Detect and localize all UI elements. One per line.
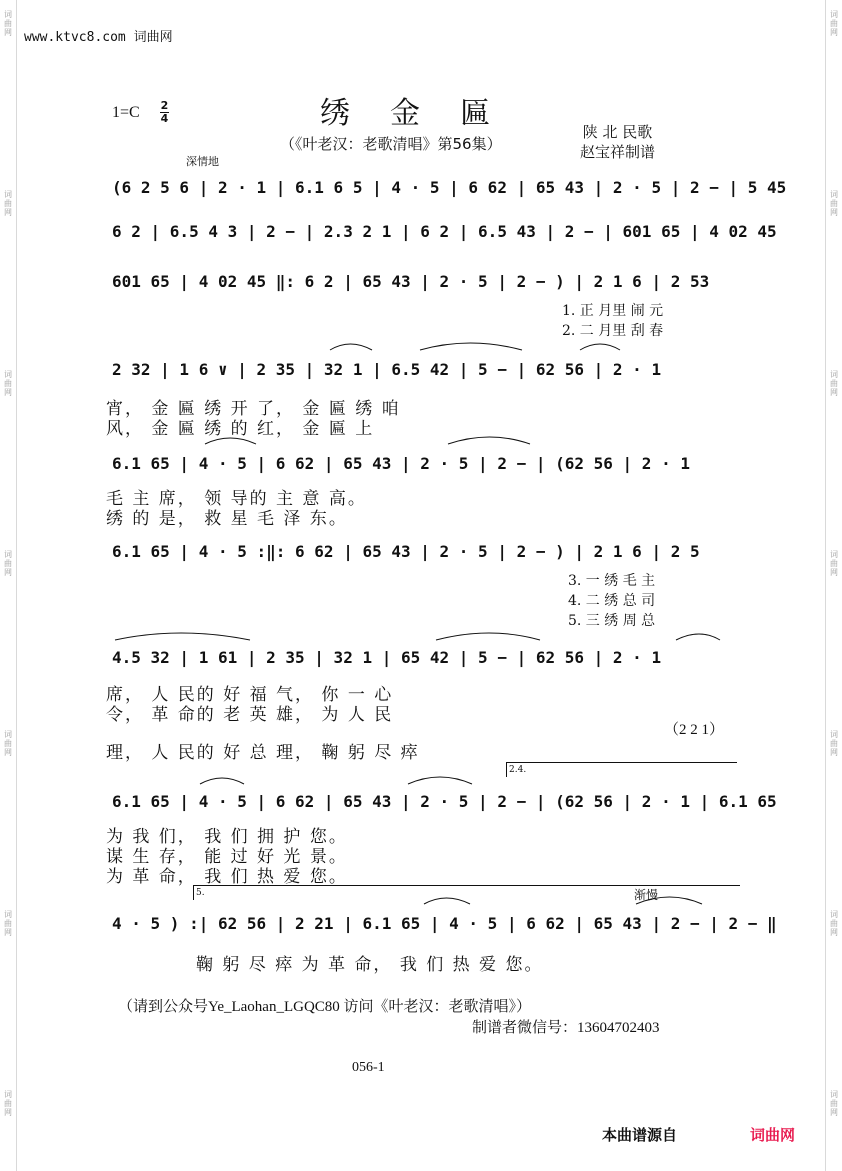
slur [330,344,372,350]
song-subtitle: （《叶老汉：老歌清唱》第56集） [280,135,502,153]
key-signature: 1=C [112,104,140,121]
arranger-credit: 赵宝祥制谱 [580,143,656,161]
ritardando-mark: 渐慢 [634,888,659,902]
side-watermark: 词曲网 [830,730,838,757]
volta-label-5: 5. [196,888,205,898]
score-row-1: (6 2 5 6 | 2 · 1 | 6.1 6 5 | 4 · 5 | 6 62 | 65 43 | 2 · 5 | 2 − | 5 45 [112,178,787,197]
side-watermark: 词曲网 [4,730,12,757]
score-row-8: 6.1 65 | 4 · 5 | 6 62 | 65 43 | 2 · 5 | 2 − | (62 56 | 2 · 1 | 6.1 65 [112,792,777,811]
verse-5-start: 5. 三 绣 周 总 [568,613,656,629]
side-watermark: 词曲网 [830,910,838,937]
verse-3-start: 3. 一 绣 毛 主 [568,573,656,589]
side-watermark: 词曲网 [4,190,12,217]
score-row-7: 4.5 32 | 1 61 | 2 35 | 32 1 | 65 42 | 5 − | 62 56 | 2 · 1 [112,648,662,667]
expression-mark: 深情地 [186,155,219,168]
side-watermark: 词曲网 [830,1090,838,1117]
slur [205,438,256,444]
site-url[interactable]: www.ktvc8.com 词曲网 [24,30,173,45]
side-watermark: 词曲网 [4,10,12,37]
meter-bottom: 4 [160,112,169,125]
slur [676,634,720,640]
arranger-wechat: 制谱者微信号：13604702403 [472,1020,660,1036]
lyric-line: 鞠 躬 尽 瘁 为 革 命， 我 们 热 爱 您。 [196,955,544,975]
slur [424,898,470,904]
side-watermark: 词曲网 [830,550,838,577]
slur [408,777,472,784]
lyric-line: 绣 的 是， 救 星 毛 泽 东。 [106,509,348,529]
volta-label-2-4: 2.4. [509,765,527,775]
verse-1-start: 1. 正 月里 闹 元 [562,303,664,319]
meter-top: 2 [160,99,169,112]
verse-2-start: 2. 二 月里 刮 春 [562,323,664,339]
variant-notes: （2 2 1） [664,722,725,738]
site-link[interactable]: 词曲网 [750,1126,796,1144]
lyric-line: 令， 革 命的 老 英 雄， 为 人 民 [106,705,394,725]
score-row-6: 6.1 65 | 4 · 5 :‖: 6 62 | 65 43 | 2 · 5 | 2 − ) | 2 1 6 | 2 5 [112,542,700,561]
lyric-line: 为 革 命， 我 们 热 爱 您。 [106,867,348,887]
slur [200,778,244,784]
slur [115,633,250,640]
lyric-line: 毛 主 席， 领 导的 主 意 高。 [106,489,367,509]
song-title: 绣金匾 [320,96,530,131]
slur [636,897,702,904]
lyric-line: 席， 人 民的 好 福 气， 你 一 心 [106,685,394,705]
score-row-2: 6 2 | 6.5 4 3 | 2 − | 2.3 2 1 | 6 2 | 6.5 43 | 2 − | 601 65 | 4 02 45 [112,222,777,241]
slur [436,633,540,640]
lyric-line: 风， 金 匾 绣 的 红， 金 匾 上 [106,419,375,439]
lyric-line: 为 我 们， 我 们 拥 护 您。 [106,827,348,847]
score-row-5: 6.1 65 | 4 · 5 | 6 62 | 65 43 | 2 · 5 | 2 − | (62 56 | 2 · 1 [112,454,690,473]
score-row-4: 2 32 | 1 6 ∨ | 2 35 | 32 1 | 6.5 42 | 5 − | 62 56 | 2 · 1 [112,360,662,379]
verse-4-start: 4. 二 绣 总 司 [568,593,656,609]
slur [580,344,620,350]
origin-credit: 陕 北 民歌 [582,123,653,141]
lyric-line: 谋 生 存， 能 过 好 光 景。 [106,847,348,867]
side-watermark: 词曲网 [4,910,12,937]
side-watermark: 词曲网 [4,1090,12,1117]
side-watermark: 词曲网 [830,10,838,37]
side-watermark: 词曲网 [4,550,12,577]
side-watermark: 词曲网 [830,370,838,397]
page-number: 056-1 [352,1060,385,1075]
slur [420,343,522,350]
score-row-9: 4 · 5 ) :| 62 56 | 2 21 | 6.1 65 | 4 · 5 | 6 62 | 65 43 | 2 − | 2 − ‖ [112,914,777,933]
slur [448,437,530,444]
source-label: 本曲谱源自 [602,1126,678,1144]
score-row-3: 601 65 | 4 02 45 ‖: 6 2 | 65 43 | 2 · 5 | 2 − ) | 2 1 6 | 2 53 [112,272,710,291]
side-watermark: 词曲网 [830,190,838,217]
footer-note: （请到公众号Ye_Laohan_LGQC80 访问《叶老汉：老歌清唱》） [118,999,532,1015]
lyric-line: 宵， 金 匾 绣 开 了， 金 匾 绣 咱 [106,399,401,419]
lyric-line: 理， 人 民的 好 总 理， 鞠 躬 尽 瘁 [106,743,420,763]
side-watermark: 词曲网 [4,370,12,397]
